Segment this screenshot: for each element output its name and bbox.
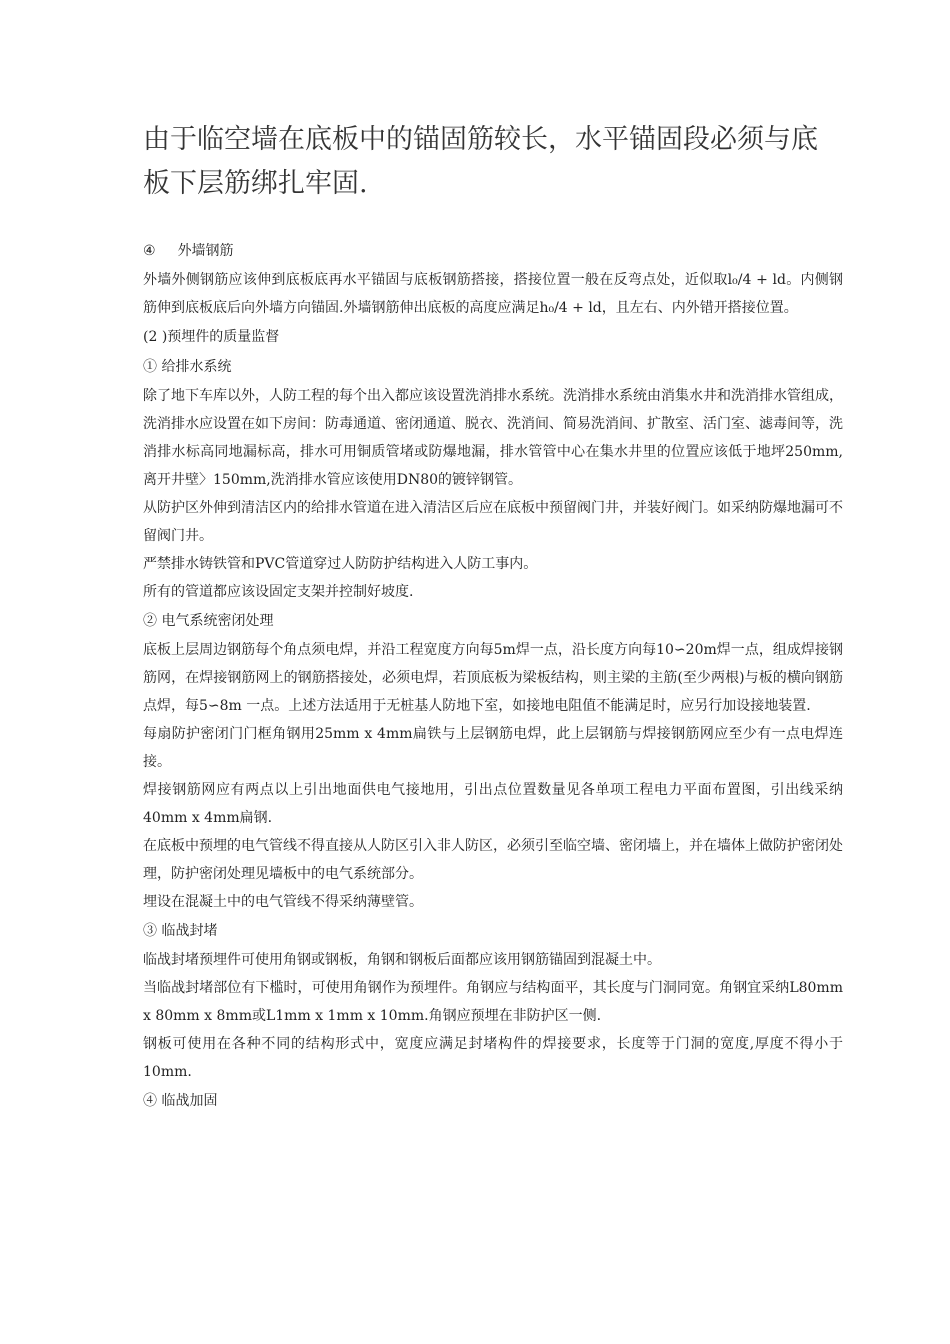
paragraph: 每扇防护密闭门门框角钢用25mm x 4mm扁铁与上层钢筋电焊，此上层钢筋与焊接钢筋网应至少有一点电焊连接。 bbox=[143, 726, 843, 770]
paragraph: 从防护区外伸到清洁区内的给排水管道在进入清洁区后应在底板中预留阀门井，并装好阀门。如采纳防爆地漏可不留阀门井。 bbox=[143, 500, 843, 544]
paragraph: 临战封堵预埋件可使用角钢或钢板，角钢和钢板后面都应该用钢筋锚固到混凝土中。 bbox=[143, 952, 661, 968]
section-marker: ④ bbox=[143, 243, 156, 259]
paragraph: 在底板中预埋的电气管线不得直接从人防区引入非人防区，必须引至临空墙、密闭墙上，并在墙体上做防护密闭处理，防护密闭处理见墙板中的电气系统部分。 bbox=[143, 838, 843, 882]
paragraph: 钢板可使用在各种不同的结构形式中，宽度应满足封堵构件的焊接要求，长度等于门洞的宽度,厚度不得小于10mm. bbox=[143, 1036, 843, 1080]
paragraph: 当临战封堵部位有下槛时，可使用角钢作为预埋件。角钢应与结构面平，其长度与门洞同宽。角钢宜采纳L80mm x 80mm x 8mm或L1mm x 1mm x 10mm.角钢应预埋在非防护区一侧. bbox=[143, 980, 843, 1024]
paragraph: 埋设在混凝土中的电气管线不得采纳薄壁管。 bbox=[143, 894, 423, 910]
paragraph: 所有的管道都应该设固定支架并控制好坡度. bbox=[143, 584, 414, 600]
part-title-embedded-parts: (2 )预埋件的质量监督 bbox=[143, 329, 280, 345]
page-heading: 由于临空墙在底板中的锚固筋较长，水平锚固段必须与底板下层筋绑扎牢固. bbox=[143, 124, 818, 199]
paragraph: 严禁排水铸铁管和PVC管道穿过人防防护结构进入人防工事内。 bbox=[143, 556, 538, 572]
section-title-outer-wall bbox=[143, 236, 843, 266]
paragraph: 焊接钢筋网应有两点以上引出地面供电气接地用，引出点位置数量见各单项工程电力平面布置图，引出线采纳40mm x 4mm扁钢. bbox=[143, 782, 843, 826]
section-title-text: 外墙钢筋 bbox=[177, 243, 234, 259]
section-title-electric: ② 电气系统密闭处理 bbox=[143, 613, 274, 629]
section-title-seal: ③ 临战封堵 bbox=[143, 923, 218, 939]
section-title-reinforce: ④ 临战加固 bbox=[143, 1093, 218, 1109]
section-title-water: ① 给排水系统 bbox=[143, 359, 232, 375]
paragraph: 外墙外侧钢筋应该伸到底板底再水平锚固与底板钢筋搭接，搭接位置一般在反弯点处，近似取l₀/4 + ld。内侧钢筋伸到底板底后向外墙方向锚固.外墙钢筋伸出底板的高度应满足h₀/4 + ld，且左右、内外错开搭接位置。 bbox=[143, 272, 843, 316]
paragraph: 底板上层周边钢筋每个角点须电焊，并沿工程宽度方向每5m焊一点，沿长度方向每10∽20m焊一点，组成焊接钢筋网，在焊接钢筋网上的钢筋搭接处，必须电焊，若顶底板为梁板结构，则主梁的主筋(至少两根)与板的横向钢筋点焊，每5∽8m 一点。上述方法适用于无桩基人防地下室，如接地电阻值不能满足时，应另行加设接地装置. bbox=[143, 642, 843, 714]
document-page bbox=[143, 118, 843, 1116]
paragraph: 除了地下车库以外，人防工程的每个出入都应该设置洗消排水系统。洗消排水系统由消集水井和洗消排水管组成，洗消排水应设置在如下房间：防毒通道、密闭通道、脱衣、洗消间、简易洗消间、扩散室、活门室、滤毒间等，洗消排水标高同地漏标高，排水可用铜质管堵或防爆地漏，排水管管中心在集水井里的位置应该低于地坪250mm,离开井壁〉150mm,洗消排水管应该使用DN80的镀锌钢管。 bbox=[143, 388, 843, 488]
